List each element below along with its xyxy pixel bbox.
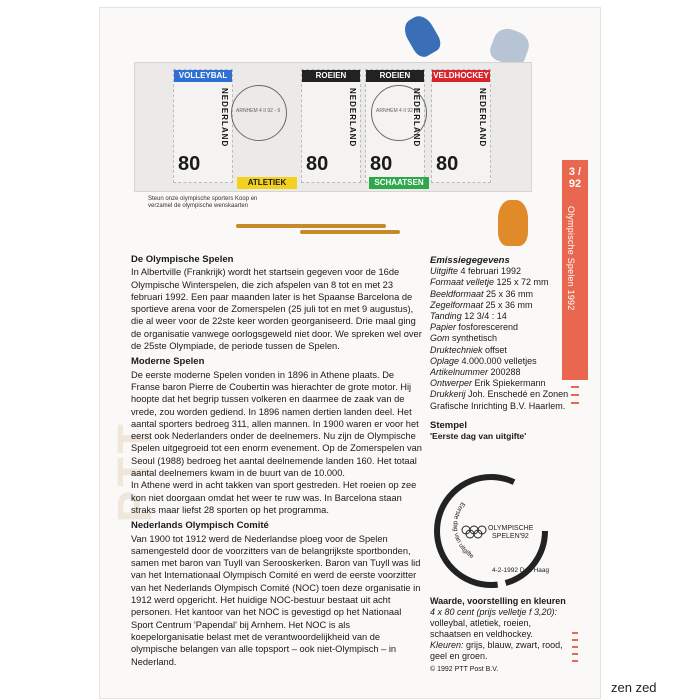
emissie-row	[430, 378, 570, 389]
kleuren-line	[430, 640, 570, 662]
postmark-text: ARNHEM 4 II 92 - 9	[236, 108, 281, 114]
stempel-title: Stempel	[430, 419, 467, 431]
stamp-value: 80	[306, 153, 329, 175]
emissie-row	[430, 266, 570, 277]
stamp-value: 80	[370, 153, 393, 175]
emissie-key: Oplage	[430, 355, 460, 366]
emissie-row	[430, 311, 570, 322]
stempel-subtitle: 'Eerste dag van uitgifte'	[430, 431, 527, 442]
postmark-text: ARNHEM 4 II 92 - 9	[376, 108, 421, 114]
waarde-line1: 4 x 80 cent (prijs velletje f 3,20):	[430, 607, 558, 617]
olympic-rings-icon	[462, 526, 486, 538]
stamp-veldhockey	[431, 69, 491, 183]
first-day-cancel	[432, 472, 550, 590]
hockey-player-figure	[498, 200, 528, 246]
stamp-roeien-atletiek	[301, 69, 361, 183]
section-title: Nederlands Olympisch Comité	[131, 520, 269, 532]
side-tab	[562, 160, 588, 380]
postmark-1	[231, 85, 287, 141]
cancel-date: 4-2-1992 Den Haag	[492, 567, 550, 574]
section-body: In Athene werd in acht takken van sport gestreden. Het roeien op zee kon niet doorgaan omdat het weer te ruw was. In Barcelona staan straks maar liefst 28 sporten op het programma.	[131, 480, 417, 515]
emissie-row	[430, 389, 570, 411]
emissie-key: Tanding	[430, 311, 462, 322]
stamp-value: 80	[178, 153, 201, 175]
emissie-row	[430, 277, 570, 288]
side-tab-lines	[571, 386, 579, 410]
stamp-label: ROEIEN	[366, 70, 424, 82]
stamp-country: NEDERLAND	[220, 88, 229, 148]
stempel-section	[430, 420, 570, 442]
issue-number: 3 / 92	[568, 166, 582, 190]
stamp-country: NEDERLAND	[412, 88, 421, 148]
section-body: Van 1900 tot 1912 werd de Nederlandse ploeg voor de Spelen samengesteld door de voorzitters van de belangrijkste sportbonden, samen met baron van Tuyll van Serooskerken. Baron van Tuyll was lid van het Internationaal Olympisch Comité en werd de eerste voorzitter van het Nederlands Olympisch Comité (NOC) toen deze organisatie in 1912 werd opgericht. Het huidige NOC-bestuur bestaat uit acht personen. Het kantoor van het NOC is gevestigd op het Nationaal Sport Centrum 'Papendal' bij Arnhem. Het NOC is als koepelorganisatie belast met de verantwoordelijkheid van de olympische belangen van alle topsport – ook niet-Olympisch – in Nederland.	[131, 533, 421, 667]
emissie-value: 12 3/4 : 14	[461, 311, 507, 322]
emissie-row	[430, 322, 570, 333]
emissie-value: 125 x 72 mm	[494, 277, 549, 288]
details-column	[430, 255, 570, 442]
copyright: © 1992 PTT Post B.V.	[430, 666, 499, 673]
stamp-bottom-label-atletiek: ATLETIEK	[237, 177, 297, 189]
stamp-bottom-label-schaatsen: SCHAATSEN	[369, 177, 429, 189]
emissie-list	[430, 266, 570, 412]
section-body: De eerste moderne Spelen vonden in 1896 in Athene plaats. De Franse baron Pierre de Coubertin was hierachter de grote motor. Hij hoopte dat het begrip tussen volkeren en daarmee de zaak van de vrede, zou worden gediend. In 1896 namen dertien landen deel. Het aantal sporters bedroeg 311, allen mannen. In 1900 waren er voor het eerst ook Nederlanders onder de deelnemers. Nu zijn de Olympische Spelen uitgegroeid tot een enorm evenement. Op de Zomerspelen van Seoul (1988) bedroeg het aantal deelnemende landen 160. Het totaal aantal deelnemers kwam in de buurt van de 10.000.	[131, 369, 422, 479]
section-body: In Albertville (Frankrijk) wordt het startsein gegeven voor de 16de Olympische Winterspelen, die zich afspelen van 8 tot en met 23 februari 1992. Een paar maanden later is het Spaanse Barcelona de sportieve arena voor de Zomerspelen (25 juli tot en met 9 augustus), die al weer voor de 22ste keer worden georganiseerd. Drie maal ging de organisatie vanwege oorlogsgeweld niet door. We spreken wel over de 25ste Olympiade, de periode tussen de Spelen.	[131, 267, 422, 352]
side-title: Olympische Spelen 1992	[566, 206, 576, 311]
waarde-section	[430, 596, 570, 675]
emissie-row	[430, 356, 570, 367]
emissie-value: 4.000.000 velletjes	[459, 355, 537, 366]
emissie-value: 4 februari 1992	[458, 266, 522, 277]
stamp-volleybal	[173, 69, 233, 183]
sheet-caption: Steun onze olympische sporters Koop en verzamel de olympische wenskaarten	[148, 196, 258, 209]
emissie-value: 200288	[488, 367, 521, 378]
emissie-value: 25 x 36 mm	[483, 288, 534, 299]
stamp-label: ROEIEN	[302, 70, 360, 82]
emissie-key: Uitgifte	[430, 266, 459, 277]
emissie-value: fosforescerend	[456, 322, 519, 333]
article-column	[131, 254, 423, 672]
emissie-row	[430, 345, 570, 356]
emissie-row	[430, 333, 570, 344]
emissie-key: Gom	[430, 333, 450, 344]
emissie-key: Ontwerper	[430, 378, 473, 389]
emissie-value: 25 x 36 mm	[483, 299, 533, 310]
kleuren-value: grijs, blauw, zwart, rood, geel en groen.	[430, 640, 563, 661]
section-title: De Olympische Spelen	[131, 254, 234, 265]
emissie-key: Zegelformaat	[430, 299, 484, 310]
emissie-value: synthetisch	[449, 333, 498, 344]
stamp-label: VOLLEYBAL	[174, 70, 232, 82]
kleuren-label: Kleuren:	[430, 640, 464, 650]
emissie-row	[430, 367, 570, 378]
emissie-key: Beeldformaat	[430, 288, 484, 299]
waarde-line2: volleybal, atletiek, roeien, schaatsen en veldhockey.	[430, 618, 533, 639]
emissie-key: Papier	[430, 322, 457, 333]
waarde-title: Waarde, voorstelling en kleuren	[430, 596, 566, 606]
side-tab-lines-bottom	[572, 632, 578, 667]
emissie-value: Erik Spiekermann	[472, 378, 546, 389]
emissie-key: Formaat velletje	[430, 277, 495, 288]
postmark-2	[371, 85, 427, 141]
emissie-title: Emissiegegevens	[430, 255, 510, 266]
emissie-row	[430, 289, 570, 300]
logo-text-1: OLYMPISCHE	[488, 525, 534, 532]
stamp-value: 80	[436, 153, 459, 175]
emissie-key: Artikelnummer	[430, 367, 489, 378]
emissie-key: Drukkerij	[430, 389, 466, 400]
cancel-arc-text: Eerste dag van uitgifte	[451, 500, 475, 561]
emissie-row	[430, 300, 570, 311]
emissie-key: Druktechniek	[430, 344, 483, 355]
stamp-country: NEDERLAND	[348, 88, 357, 148]
logo-text-2: SPELEN'92	[492, 533, 529, 540]
brand-watermark: zen zed	[611, 680, 657, 695]
stamp-label: VELDHOCKEY	[433, 71, 489, 80]
rowing-boat-2	[300, 230, 400, 234]
section-title: Moderne Spelen	[131, 356, 205, 368]
rowing-boat	[236, 224, 386, 228]
emissie-value: offset	[482, 344, 507, 355]
souvenir-sheet	[134, 62, 532, 192]
stamp-country: NEDERLAND	[478, 88, 487, 148]
ptt-watermark: PTT	[109, 420, 162, 523]
emissie-value: Joh. Enschedé en Zonen Grafische Inrichting B.V. Haarlem.	[430, 389, 569, 411]
